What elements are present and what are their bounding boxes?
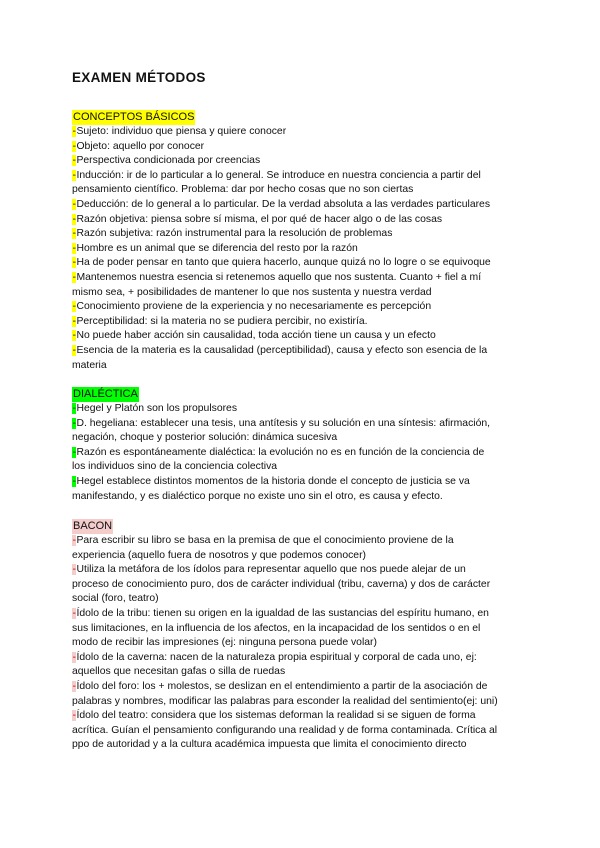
- text-line: [72, 300, 532, 315]
- line-text: Hegel y Platón son los propulsores: [76, 403, 238, 414]
- line-text: Perspectiva condicionada por creencias: [76, 155, 261, 167]
- bullet-dash: -: [72, 446, 76, 458]
- heading-dialectica: DIALÉCTICA: [73, 388, 138, 400]
- section-conceptos-basicos: [72, 107, 532, 373]
- text-line: [72, 651, 532, 666]
- text-line: [72, 431, 532, 446]
- line-text: Mantenemos nuestra esencia si retenemos aquello que nos sustenta. Cuanto + fiel a mí: [76, 271, 482, 283]
- text-line: [72, 446, 532, 461]
- line-text: Ídolo de la caverna: nacen de la naturaleza propia espiritual y corporal de cada uno, ej:: [76, 651, 477, 663]
- line-text: No puede haber acción sin causalidad, toda acción tiene un causa y un efecto: [76, 330, 436, 342]
- text-line: [72, 227, 532, 242]
- line-text: los individuos sino de la conciencia colectiva: [72, 461, 278, 473]
- text-line: [72, 329, 532, 344]
- line-text: Ha de poder pensar en tanto que quiera hacerlo, aunque quizá no lo logre o se equivoque: [76, 257, 491, 269]
- section-bacon: [72, 516, 532, 753]
- bullet-dash: -: [72, 330, 76, 342]
- bullet-dash: -: [72, 680, 76, 692]
- bullet-dash: -: [72, 242, 76, 254]
- line-text: pensamiento científico. Problema: dar por hecho cosas que no son ciertas: [72, 184, 414, 196]
- line-text: Esencia de la materia es la causalidad (perceptibilidad), causa y efecto son esencia de la: [76, 344, 488, 356]
- line-text: social (foro, teatro): [72, 593, 159, 605]
- bullet-dash: -: [72, 213, 76, 225]
- document-title: EXAMEN MÉTODOS: [72, 70, 206, 85]
- text-line: [72, 213, 532, 228]
- line-text: negación, choque y posterior solución: dinámica sucesiva: [72, 432, 338, 444]
- bullet-dash: -: [72, 417, 76, 429]
- text-line: [72, 183, 532, 198]
- line-text: materia: [72, 359, 107, 371]
- text-line: [72, 563, 532, 578]
- bullet-dash: -: [72, 126, 76, 137]
- bullet-dash: -: [72, 564, 76, 576]
- text-line: [72, 286, 532, 301]
- text-line: [72, 738, 532, 753]
- line-text: Hegel establece distintos momentos de la historia donde el concepto de justicia se va: [76, 475, 470, 487]
- bullet-dash: -: [72, 651, 76, 663]
- bullet-dash: -: [72, 475, 76, 487]
- bullet-dash: -: [72, 257, 76, 269]
- bullet-dash: -: [72, 140, 76, 152]
- line-text: Hombre es un animal que se diferencia del resto por la razón: [76, 242, 358, 254]
- line-text: Deducción: de lo general a lo particular. De la verdad absoluta a las verdades particulares: [76, 198, 491, 210]
- bullet-dash: -: [72, 607, 76, 619]
- line-text: D. hegeliana: establecer una tesis, una antítesis y su solución en una síntesis: afirmación,: [76, 417, 491, 429]
- bullet-dash: -: [72, 403, 76, 414]
- bullet-dash: -: [72, 271, 76, 283]
- line-text: Ídolo de la tribu: tienen su origen en la igualdad de las sustancias del espíritu humano, en: [76, 607, 489, 619]
- text-line: [72, 140, 532, 155]
- text-line: [72, 460, 532, 475]
- text-line: [72, 271, 532, 286]
- text-line: [72, 475, 532, 490]
- bullet-dash: -: [72, 198, 76, 210]
- text-line: [72, 534, 532, 549]
- section-heading: [72, 516, 532, 534]
- line-text: acrítica. Guían el pensamiento configurando una realidad y de forma contaminada. Crítica al: [72, 724, 498, 736]
- bullet-dash: -: [72, 315, 76, 327]
- line-text: Sujeto: individuo que piensa y quiere conocer: [76, 126, 287, 137]
- line-text: Razón es espontáneamente dialéctica: la evolución no es en función de la conciencia de: [76, 446, 485, 458]
- text-line: [72, 198, 532, 213]
- line-text: Razón objetiva: piensa sobre sí misma, el por qué de hacer algo o de las cosas: [76, 213, 443, 225]
- section-dialectica: [72, 384, 532, 504]
- line-text: modo de recibir las impresiones (ej: ninguna persona puede volar): [72, 637, 377, 649]
- line-text: aquellos que necesitan gafas o silla de ruedas: [72, 666, 286, 678]
- text-line: [72, 242, 532, 257]
- line-text: experiencia (aquello fuera de nosotros y que podemos conocer): [72, 549, 367, 561]
- text-line: [72, 344, 532, 359]
- line-text: Utiliza la metáfora de los ídolos para representar aquello que nos puede alejar de un: [76, 564, 466, 576]
- line-text: Inducción: ir de lo particular a lo general. Se introduce en nuestra conciencia a partir del: [76, 169, 481, 181]
- bullet-dash: -: [72, 155, 76, 167]
- text-line: [72, 154, 532, 169]
- line-text: Perceptibilidad: si la materia no se pudiera percibir, no existiría.: [76, 315, 368, 327]
- heading-bacon: BACON: [73, 520, 113, 532]
- line-text: Razón subjetiva: razón instrumental para la resolución de problemas: [76, 228, 393, 240]
- text-line: [72, 680, 532, 695]
- text-line: [72, 125, 532, 140]
- bullet-dash: -: [72, 169, 76, 181]
- line-text: mismo sea, + posibilidades de mantener lo que nos sustenta y nuestra verdad: [72, 286, 432, 298]
- line-text: palabras y nombres, modificar las palabras para esconder la realidad del sentimiento(ej: uni): [72, 695, 498, 707]
- text-line: [72, 665, 532, 680]
- text-line: [72, 724, 532, 739]
- line-text: Para escribir su libro se basa en la premisa de que el conocimiento proviene de la: [76, 535, 454, 546]
- line-text: ppo de autoridad y a la cultura académica impuesta que limita el conocimiento directo: [72, 739, 467, 751]
- section-heading: [72, 107, 532, 125]
- text-line: [72, 402, 532, 417]
- line-text: Ídolo del foro: los + molestos, se deslizan en el entendimiento a partir de la asociación de: [76, 680, 488, 692]
- text-line: [72, 578, 532, 593]
- line-text: Ídolo del teatro: considera que los sistemas deforman la realidad si se siguen de forma: [76, 710, 476, 722]
- text-line: [72, 592, 532, 607]
- line-text: proceso de conocimiento puro, dos de carácter individual (tribu, caverna) y dos de carácter: [72, 578, 491, 590]
- text-line: [72, 709, 532, 724]
- bullet-dash: -: [72, 535, 76, 546]
- text-line: [72, 695, 532, 710]
- text-line: [72, 607, 532, 622]
- section-heading: [72, 384, 532, 402]
- bullet-dash: -: [72, 344, 76, 356]
- text-line: [72, 622, 532, 637]
- bullet-dash: -: [72, 301, 76, 313]
- text-line: [72, 490, 532, 505]
- text-line: [72, 169, 532, 184]
- bullet-dash: -: [72, 228, 76, 240]
- text-line: [72, 417, 532, 432]
- text-line: [72, 636, 532, 651]
- bullet-dash: -: [72, 710, 76, 722]
- line-text: sus limitaciones, en la influencia de los afectos, en la incapacidad de los sentidos o en el: [72, 622, 481, 634]
- line-text: Conocimiento proviene de la experiencia y no necesariamente es percepción: [76, 301, 432, 313]
- text-line: [72, 315, 532, 330]
- text-line: [72, 359, 532, 374]
- line-text: manifestando, y es dialéctico porque no existe uno sin el otro, es causa y efecto.: [72, 490, 443, 502]
- heading-conceptos-basicos: CONCEPTOS BÁSICOS: [73, 111, 195, 123]
- text-line: [72, 256, 532, 271]
- line-text: Objeto: aquello por conocer: [76, 140, 205, 152]
- text-line: [72, 549, 532, 564]
